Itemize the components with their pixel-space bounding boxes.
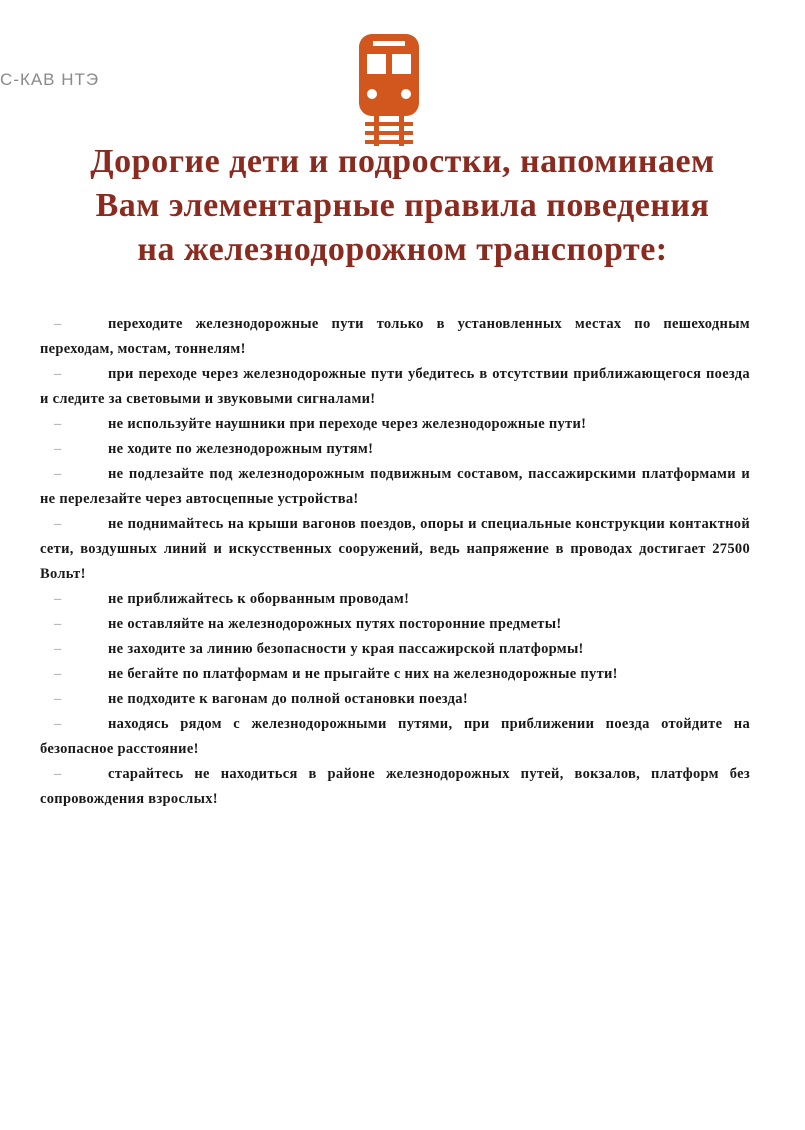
organization-label: С-КАВ НТЭ bbox=[0, 70, 100, 89]
rule-text: не ходите по железнодорожным путям! bbox=[108, 441, 374, 457]
rule-dash: – bbox=[54, 591, 62, 607]
title-line: на железнодорожном транспорте: bbox=[137, 231, 668, 268]
rule-text: не бегайте по платформам и не прыгайте с них на железнодорожные пути! bbox=[108, 666, 618, 682]
rule-dash: – bbox=[54, 716, 62, 732]
rule-dash: – bbox=[54, 466, 62, 482]
rule-dash: – bbox=[54, 766, 62, 782]
rule-dash: – bbox=[54, 416, 62, 432]
train-window-left bbox=[367, 54, 386, 74]
rule-text: переходите железнодорожные пути только в установленных местах по пешеходным переходам, мостам, тоннелям! bbox=[40, 316, 750, 357]
title-line: Дорогие дети и подростки, напоминаем bbox=[90, 143, 715, 180]
rule-text: не используйте наушники при переходе через железнодорожные пути! bbox=[108, 416, 587, 432]
rule-item bbox=[40, 462, 750, 512]
train-headlight-left bbox=[367, 89, 377, 99]
rule-dash: – bbox=[54, 316, 62, 332]
train-window-right bbox=[392, 54, 411, 74]
train-body bbox=[359, 34, 419, 116]
rule-item bbox=[40, 412, 750, 437]
rule-dash: – bbox=[54, 691, 62, 707]
rule-item bbox=[40, 637, 750, 662]
rule-text: не поднимайтесь на крыши вагонов поездов, опоры и специальные конструкции контактной сети, воздушных линий и искусственных сооружений, ведь напряжение в проводах достигает 27500 Вольт! bbox=[40, 516, 750, 582]
rule-text: не подходите к вагонам до полной остановки поезда! bbox=[108, 691, 468, 707]
rule-text: находясь рядом с железнодорожными путями, при приближении поезда отойдите на безопасное расстояние! bbox=[40, 716, 750, 757]
rule-item bbox=[40, 362, 750, 412]
page-title bbox=[30, 140, 775, 272]
rule-text: не подлезайте под железнодорожным подвижным составом, пассажирскими платформами и не перелезайте через автосцепные устройства! bbox=[40, 466, 750, 507]
rule-text: старайтесь не находиться в районе железнодорожных путей, вокзалов, платформ без сопровождения взрослых! bbox=[40, 766, 750, 807]
rule-item bbox=[40, 687, 750, 712]
rule-text: не оставляйте на железнодорожных путях посторонние предметы! bbox=[108, 616, 562, 632]
rule-text: при переходе через железнодорожные пути убедитесь в отсутствии приближающегося поезда и следите за световыми и звуковыми сигналами! bbox=[40, 366, 750, 407]
title-line: Вам элементарные правила поведения bbox=[95, 187, 710, 224]
rule-item bbox=[40, 712, 750, 762]
track-sleeper bbox=[365, 131, 413, 135]
train-headlight-right bbox=[401, 89, 411, 99]
rule-item bbox=[40, 312, 750, 362]
rules-list bbox=[40, 312, 750, 812]
track-sleeper bbox=[365, 122, 413, 126]
rule-item bbox=[40, 762, 750, 812]
rule-text: не заходите за линию безопасности у края пассажирской платформы! bbox=[108, 641, 584, 657]
rule-dash: – bbox=[54, 516, 62, 532]
rule-dash: – bbox=[54, 641, 62, 657]
rule-item bbox=[40, 662, 750, 687]
rule-dash: – bbox=[54, 366, 62, 382]
rule-dash: – bbox=[54, 616, 62, 632]
rule-text: не приближайтесь к оборванным проводам! bbox=[108, 591, 410, 607]
rule-item bbox=[40, 587, 750, 612]
rule-dash: – bbox=[54, 441, 62, 457]
train-roof-window bbox=[373, 41, 405, 46]
rule-dash: – bbox=[54, 666, 62, 682]
rule-item bbox=[40, 437, 750, 462]
rule-item bbox=[40, 512, 750, 587]
rule-item bbox=[40, 612, 750, 637]
train-icon bbox=[356, 30, 422, 146]
